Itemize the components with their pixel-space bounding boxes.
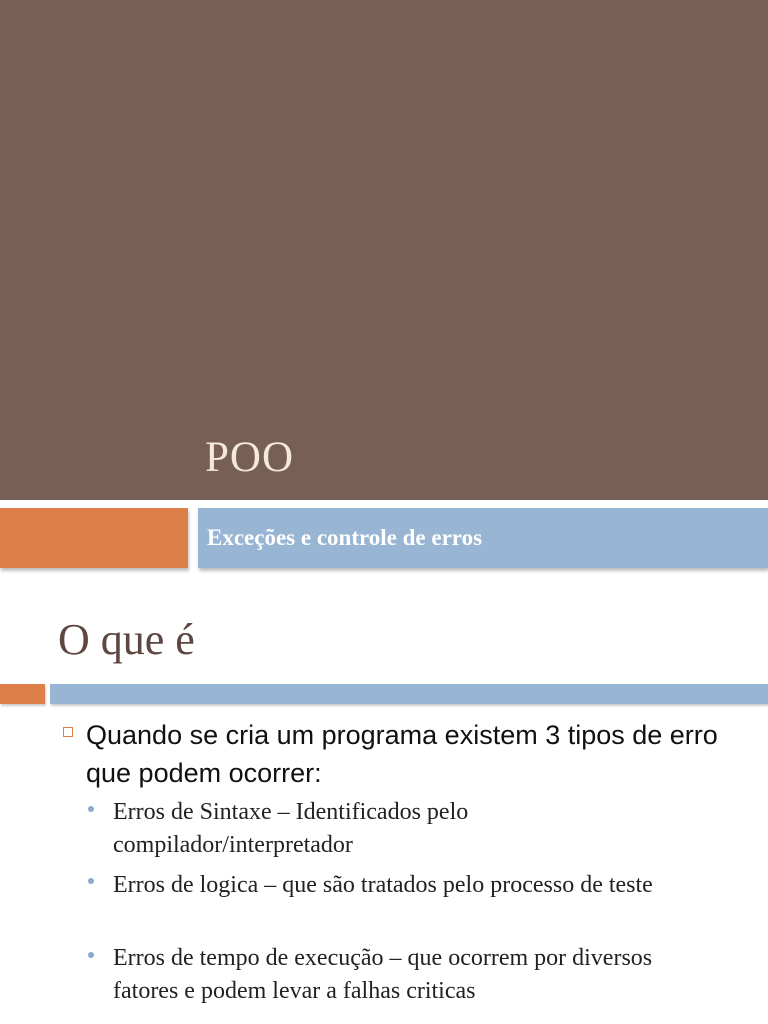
title-slide-subtitle: Exceções e controle de erros	[207, 525, 483, 550]
dot-bullet-icon	[88, 878, 94, 884]
title-slide-background	[0, 0, 768, 500]
orange-accent-block	[0, 508, 188, 568]
sub-bullet-syntax-errors: Erros de Sintaxe – Identificados pelo compilador/interpretador	[113, 799, 469, 858]
sub-bullet-runtime-errors: Erros de tempo de execução – que ocorrem por diversos fatores e podem levar a falhas criticas	[113, 945, 653, 1004]
square-bullet-icon	[63, 727, 73, 737]
dot-bullet-icon	[88, 806, 94, 812]
sub-bullet-logic-errors: Erros de logica – que são tratados pelo processo de teste	[113, 872, 653, 898]
blue-accent-bar	[50, 684, 768, 704]
content-slide-title: O que é	[58, 615, 195, 664]
divider	[0, 500, 768, 508]
orange-accent-bar	[0, 684, 45, 704]
main-bullet-text: Quando se cria um programa existem 3 tipos de erro que podem ocorrer:	[86, 720, 718, 788]
title-slide-heading: POO	[205, 434, 295, 481]
dot-bullet-icon	[88, 952, 94, 958]
